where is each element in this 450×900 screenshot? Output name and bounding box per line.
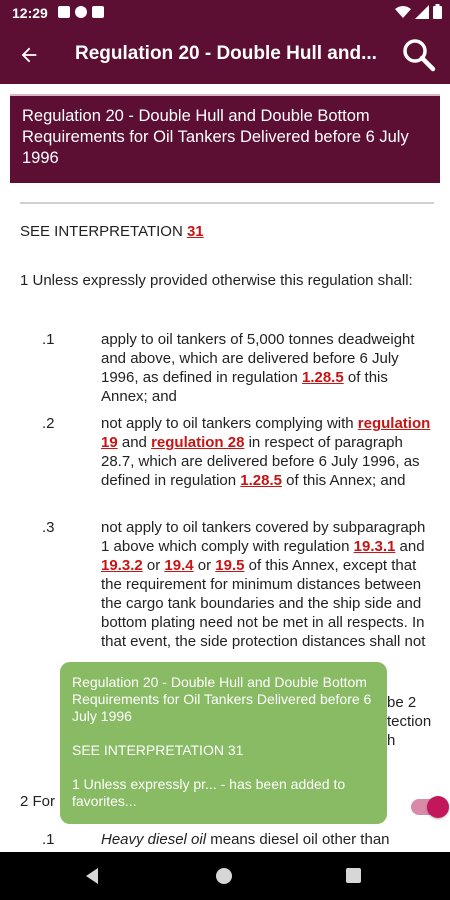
item-text-segment: of this Annex; and — [282, 472, 406, 489]
favorite-added-toast — [60, 662, 387, 824]
item-text — [101, 831, 390, 848]
item-text — [101, 330, 431, 406]
app-bar — [0, 26, 450, 84]
item-text-segment: in respect of paragraph 28.7, which are delivered before 6 July 1996, as defined in regulation — [101, 434, 420, 489]
nav-home-icon[interactable] — [216, 868, 232, 884]
regulation-link[interactable]: regulation 28 — [151, 434, 245, 451]
item-text-segment: or — [193, 557, 216, 574]
regulation-link[interactable]: 19.5 — [215, 557, 245, 574]
item-text-segment: of this Annex; and — [101, 369, 388, 405]
item-number: .1 — [42, 331, 55, 348]
item-number: .2 — [42, 415, 55, 432]
item-text-segment: of this Annex, except that the requirement for minimum distances between the cargo tank boundaries and the ship side and bottom plating need not be met in all respects. In that event, the side protection distances shall not — [101, 557, 426, 650]
paragraph-1-intro: 1 Unless expressly provided otherwise this regulation shall: — [20, 272, 413, 289]
item-text — [101, 414, 431, 490]
toast-line: SEE INTERPRETATION 31 — [72, 742, 244, 758]
status-bar — [0, 0, 450, 26]
regulation-link[interactable]: 19.4 — [164, 557, 194, 574]
item-text-segment: not apply to oil tankers complying with — [101, 415, 358, 432]
regulation-link[interactable]: 1.28.5 — [240, 472, 282, 489]
divider — [20, 202, 434, 204]
item-text-fragment: be 2 — [387, 694, 417, 711]
defined-term: Heavy diesel oil — [101, 831, 207, 848]
item-number: .3 — [42, 519, 55, 536]
item-text — [101, 518, 431, 651]
battery-icon — [433, 4, 442, 19]
toast-line: Regulation 20 - Double Hull and Double Bottom Requirements for Oil Tankers Delivered before 6 July 1996 — [72, 674, 372, 724]
item-text-segment: not apply to oil tankers covered by subparagraph 1 above which comply with regulation — [101, 519, 426, 555]
notification-icon — [58, 6, 70, 18]
regulation-title: Regulation 20 - Double Hull and Double Bottom Requirements for Oil Tankers Delivered before 6 July 1996 — [10, 94, 440, 183]
item-text-segment: or — [142, 557, 165, 574]
app-title: Regulation 20 - Double Hull and... — [75, 43, 377, 64]
nav-back-icon[interactable] — [84, 867, 100, 885]
wifi-icon — [395, 5, 411, 19]
regulation-link[interactable]: 1.28.5 — [301, 369, 344, 386]
status-time: 12:29 — [12, 5, 48, 21]
system-icons — [395, 4, 442, 19]
interpretation-line — [20, 223, 204, 240]
interpretation-label: SEE INTERPRETATION — [20, 223, 187, 240]
toast-line: 1 Unless expressly pr... - has been added to favorites... — [72, 776, 346, 809]
toggle-knob — [427, 796, 449, 818]
sd-card-icon — [92, 6, 104, 18]
signal-icon — [415, 5, 429, 19]
item-text-fragment: tection — [387, 713, 432, 730]
notification-icon — [75, 6, 87, 18]
item-text-segment: means diesel oil other than — [206, 831, 390, 848]
notification-icons — [58, 6, 104, 18]
search-icon — [402, 38, 436, 72]
paragraph-2-start: 2 For — [20, 793, 56, 810]
nav-recents-icon[interactable] — [346, 868, 361, 883]
navigation-bar — [0, 852, 450, 900]
regulation-link[interactable]: 19.3.1 — [353, 538, 396, 555]
item-text-segment: and — [395, 538, 425, 555]
item-text-segment: and — [117, 434, 152, 451]
interpretation-link[interactable]: 31 — [186, 223, 204, 240]
back-button[interactable] — [14, 40, 44, 70]
regulation-link[interactable]: 19.3.2 — [101, 557, 143, 574]
item-text-fragment: h — [387, 732, 396, 749]
search-button[interactable] — [400, 36, 438, 74]
favorite-toggle[interactable] — [411, 799, 447, 815]
regulation-link[interactable]: regulation 19 — [101, 415, 431, 451]
item-number: .1 — [42, 831, 55, 848]
arrow-back-icon — [18, 44, 40, 66]
item-text-segment: apply to oil tankers of 5,000 tonnes deadweight and above, which are delivered before 6 July 1996, as defined in regulation — [101, 331, 415, 386]
